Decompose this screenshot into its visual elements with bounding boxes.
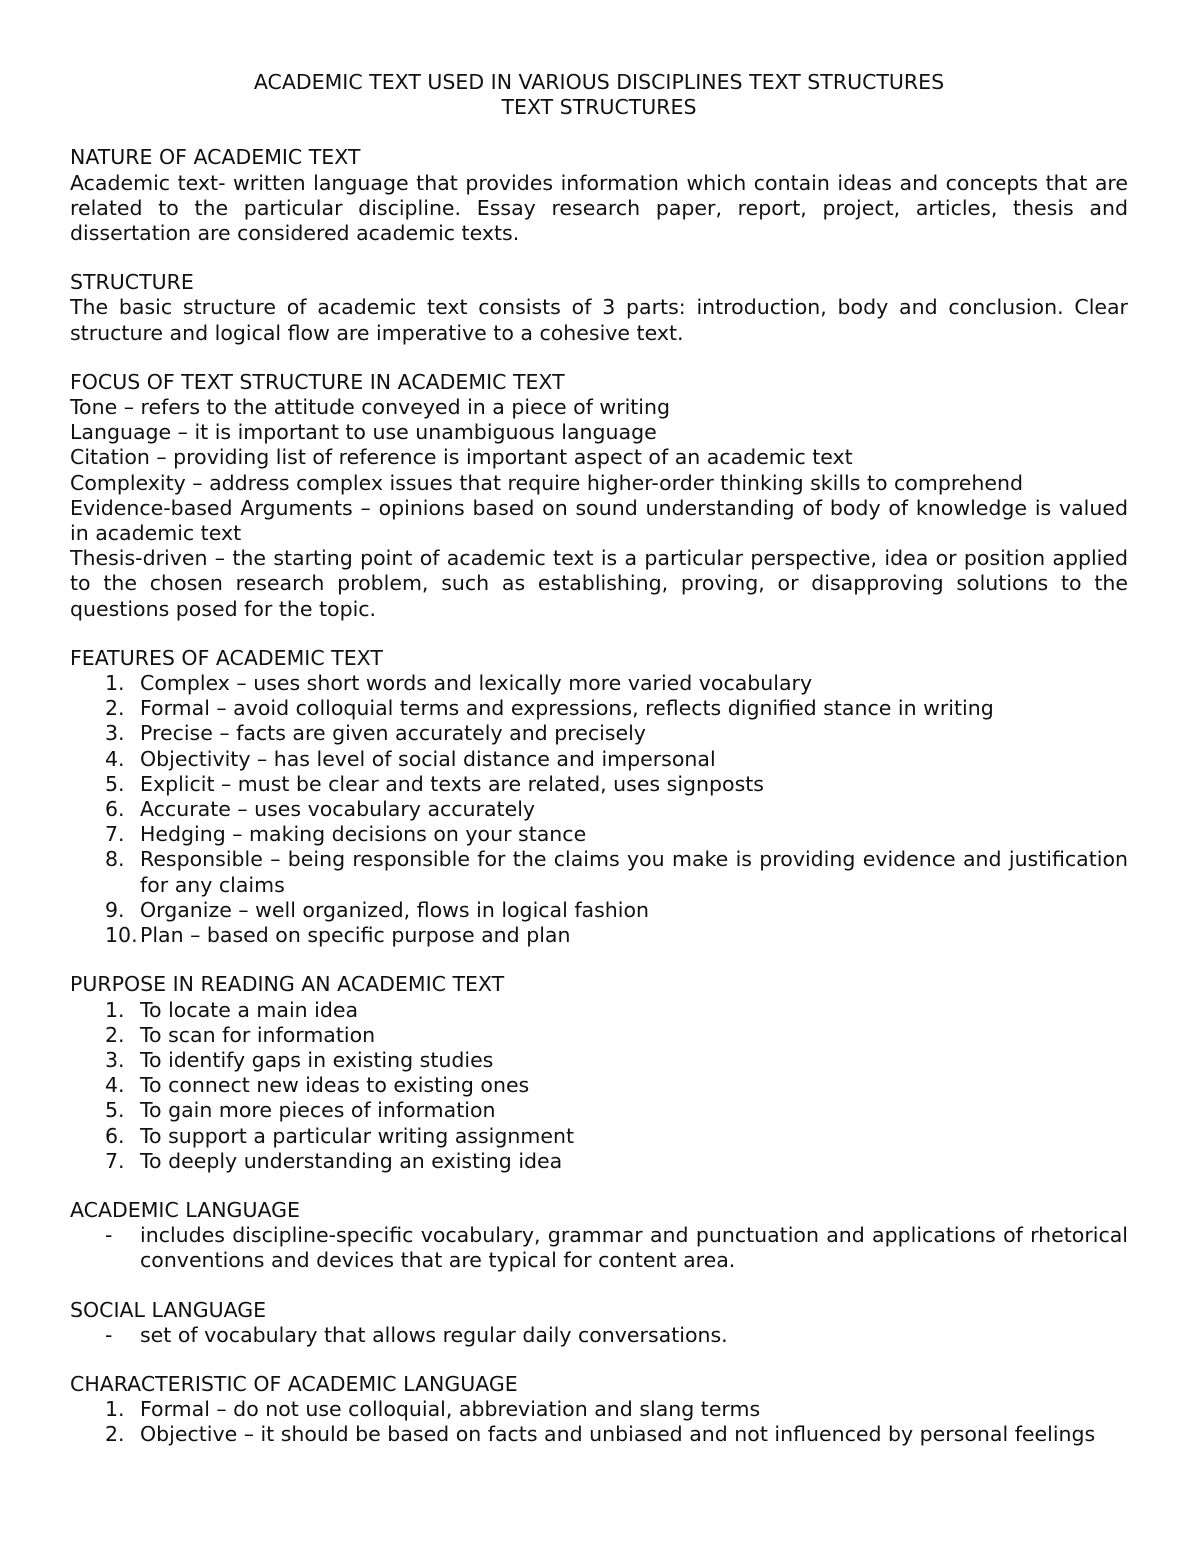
list-text: Explicit – must be clear and texts are related, uses signposts	[140, 771, 764, 796]
title-line-1: ACADEMIC TEXT USED IN VARIOUS DISCIPLINES TEXT STRUCTURES	[253, 70, 945, 94]
list-text: Organize – well organized, flows in logical fashion	[140, 897, 649, 922]
list-text: Formal – do not use colloquial, abbreviation and slang terms	[140, 1397, 761, 1422]
list-number: 5.	[105, 771, 125, 796]
list-text: To identify gaps in existing studies	[140, 1047, 494, 1072]
list-number: 3.	[105, 1047, 125, 1072]
list-text: Accurate – uses vocabulary accurately	[140, 797, 536, 822]
list-item	[70, 747, 1128, 772]
list-item	[70, 923, 1128, 948]
list-text: includes discipline-specific vocabulary, grammar and punctuation and applications of rhetorical conventions and devices that are typical for content area.	[140, 1223, 1128, 1273]
list-number: 2.	[105, 696, 125, 721]
focus-item: Tone – refers to the attitude conveyed in a piece of writing	[70, 395, 671, 420]
section-heading: PURPOSE IN READING AN ACADEMIC TEXT	[70, 972, 505, 997]
list-item	[70, 998, 1128, 1023]
list-text: To locate a main idea	[140, 997, 359, 1022]
list-text: Formal – avoid colloquial terms and expressions, reflects dignified stance in writing	[140, 696, 994, 721]
list-item	[70, 671, 1128, 696]
section-heading: CHARACTERISTIC OF ACADEMIC LANGUAGE	[70, 1371, 518, 1396]
focus-item: Complexity – address complex issues that require higher-order thinking skills to comprehend	[70, 470, 1024, 495]
section-social-language	[70, 1298, 1128, 1348]
list-number: 3.	[105, 721, 125, 746]
section-features	[70, 646, 1128, 948]
list-number: 1.	[105, 997, 125, 1022]
list-item	[70, 1422, 1128, 1447]
list-item	[70, 1149, 1128, 1174]
section-paragraph: Academic text- written language that provides information which contain ideas and concepts that are related to the particular discipline. Essay research paper, report, project, articles, thesis and dissertation are considered academic texts.	[70, 170, 1128, 246]
list-number: 2.	[105, 1022, 125, 1047]
list-item	[70, 1124, 1128, 1149]
section-focus	[70, 370, 1128, 622]
list-text: Complex – uses short words and lexically more varied vocabulary	[140, 671, 813, 696]
list-item	[70, 1023, 1128, 1048]
list-item	[70, 1397, 1128, 1422]
list-item	[70, 1048, 1128, 1073]
list-text: set of vocabulary that allows regular daily conversations.	[140, 1322, 728, 1347]
section-heading: ACADEMIC LANGUAGE	[70, 1197, 300, 1222]
list-item	[70, 772, 1128, 797]
section-heading: FEATURES OF ACADEMIC TEXT	[70, 645, 383, 670]
list-text: To gain more pieces of information	[140, 1098, 496, 1123]
section-heading: SOCIAL LANGUAGE	[70, 1297, 267, 1322]
list-number: 2.	[105, 1422, 125, 1447]
list-item	[70, 1098, 1128, 1123]
list-item	[70, 847, 1128, 897]
list-text: Hedging – making decisions on your stance	[140, 822, 587, 847]
list-item	[70, 822, 1128, 847]
purpose-list	[70, 998, 1128, 1174]
list-number: 5.	[105, 1098, 125, 1123]
list-text: Plan – based on specific purpose and plan	[140, 923, 571, 948]
title-line-2: TEXT STRUCTURES	[501, 95, 697, 120]
list-item	[70, 696, 1128, 721]
list-number: 9.	[105, 897, 125, 922]
section-nature	[70, 145, 1128, 246]
document-page	[70, 70, 1128, 1472]
section-heading: STRUCTURE	[70, 270, 194, 295]
list-item	[70, 898, 1128, 923]
section-heading: NATURE OF ACADEMIC TEXT	[70, 145, 361, 170]
section-structure	[70, 270, 1128, 346]
list-text: Objective – it should be based on facts and unbiased and not influenced by personal feelings	[140, 1422, 1096, 1447]
list-text: Objectivity – has level of social distance and impersonal	[140, 746, 716, 771]
list-item	[70, 1073, 1128, 1098]
dash-bullet: -	[105, 1322, 113, 1347]
list-item	[70, 1223, 1128, 1273]
list-number: 6.	[105, 1123, 125, 1148]
focus-item: Evidence-based Arguments – opinions based on sound understanding of body of knowledge is valued in academic text	[70, 495, 1128, 546]
section-heading: FOCUS OF TEXT STRUCTURE IN ACADEMIC TEXT	[70, 369, 565, 394]
list-text: Precise – facts are given accurately and precisely	[140, 721, 646, 746]
list-number: 8.	[105, 847, 125, 872]
list-number: 10.	[105, 923, 138, 948]
list-number: 6.	[105, 797, 125, 822]
section-academic-language	[70, 1198, 1128, 1274]
list-text: To connect new ideas to existing ones	[140, 1073, 530, 1098]
focus-item: Language – it is important to use unambiguous language	[70, 420, 657, 445]
section-paragraph: The basic structure of academic text consists of 3 parts: introduction, body and conclusion. Clear structure and logical flow are imperative to a cohesive text.	[70, 295, 1128, 345]
focus-item: Thesis-driven – the starting point of academic text is a particular perspective, idea or position applied to the chosen research problem, such as establishing, proving, or disapproving solutions to the questions posed for the topic.	[70, 546, 1128, 621]
list-number: 4.	[105, 746, 125, 771]
section-characteristic	[70, 1372, 1128, 1448]
list-number: 7.	[105, 1148, 125, 1173]
list-number: 1.	[105, 671, 125, 696]
list-text: To deeply understanding an existing idea	[140, 1148, 563, 1173]
section-purpose	[70, 972, 1128, 1174]
list-text: Responsible – being responsible for the claims you make is providing evidence and justification for any claims	[140, 847, 1128, 897]
list-item	[70, 721, 1128, 746]
list-text: To scan for information	[140, 1022, 376, 1047]
list-item	[70, 1323, 1128, 1348]
document-title	[70, 70, 1128, 120]
list-number: 1.	[105, 1397, 125, 1422]
list-text: To support a particular writing assignment	[140, 1123, 574, 1148]
features-list	[70, 671, 1128, 948]
focus-item: Citation – providing list of reference is important aspect of an academic text	[70, 445, 853, 470]
characteristic-list	[70, 1397, 1128, 1447]
list-number: 7.	[105, 822, 125, 847]
list-item	[70, 797, 1128, 822]
dash-bullet: -	[105, 1223, 113, 1248]
list-number: 4.	[105, 1073, 125, 1098]
